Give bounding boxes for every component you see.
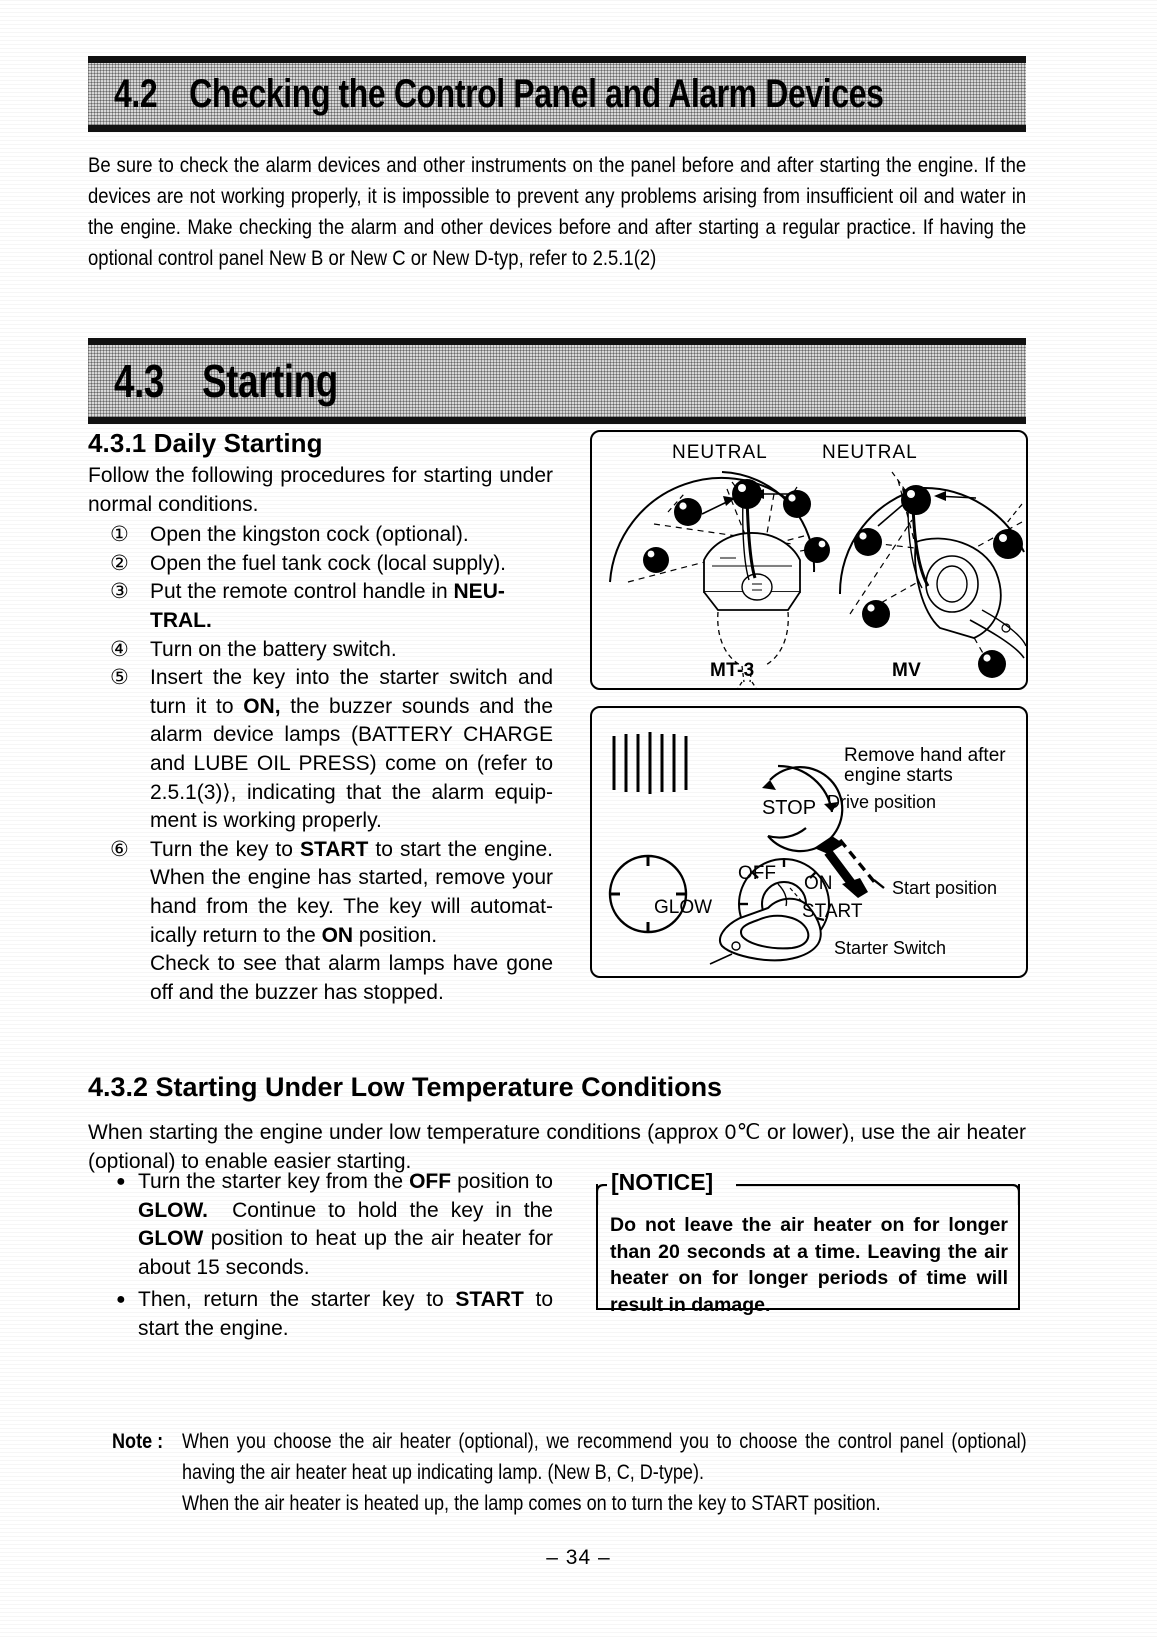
list-item <box>110 836 553 1008</box>
note-label <box>112 1426 182 1457</box>
section-banner-4-2 <box>88 56 1026 132</box>
notice-box <box>596 1169 1020 1316</box>
note-line-1: When you choose the air heater (optional), we recommend you to choose the control panel (optional) having the air heater heat up indicating lamp. (New B, C, D-type). <box>181 1430 1027 1484</box>
step-marker-4: ④ <box>110 637 129 661</box>
label-remove-hand-1: Remove hand after <box>844 745 1006 766</box>
note-line-2: When the air heater is heated up, the lamp comes on to turn the key to START position. <box>181 1492 881 1515</box>
note-label-text: Note : <box>112 1430 164 1453</box>
section-number-4-3: 4.3 <box>114 355 164 407</box>
section-title-4-3: Starting <box>202 355 339 407</box>
label-drive-position: Drive position <box>827 792 937 812</box>
step-text-4: Turn on the battery switch. <box>150 637 397 661</box>
lead-paragraph-4-3-1: Follow the following procedures for starting under normal conditions. <box>88 464 553 516</box>
label-on: ON <box>804 873 833 894</box>
section-number-4-2: 4.2 <box>114 71 158 116</box>
label-neutral-right: NEUTRAL <box>822 442 918 463</box>
list-item <box>114 1168 553 1282</box>
list-item <box>110 664 553 836</box>
note-row <box>112 1426 1026 1519</box>
step-text-6: Turn the key to START to start the engine. When the engine has started, remove your hand from the key. The key will automat-ically return to the ON position. Check to see that alarm lamps have gone off and the buzzer has stopped. <box>150 837 553 1004</box>
list-item <box>110 521 553 550</box>
bullet-text-2: Then, return the starter key to START to start the engine. <box>138 1288 553 1340</box>
paragraph-4-3-2: When starting the engine under low temperature conditions (approx 0℃ or lower), use the air heater (optional) to enable easier starting. <box>88 1121 1026 1173</box>
heading-4-3-2-text: 4.3.2 Starting Under Low Temperature Conditions <box>88 1072 723 1102</box>
banner-rule-top <box>88 338 1026 345</box>
label-mt-3: MT-3 <box>710 660 755 681</box>
banner-body <box>88 345 1026 417</box>
list-item <box>114 1286 553 1343</box>
label-start: START <box>802 901 863 922</box>
list-item <box>110 578 553 635</box>
step-marker-2: ② <box>110 551 129 575</box>
heading-4-3-2 <box>88 1072 722 1103</box>
bullet-dot-icon: ● <box>116 1173 126 1190</box>
paragraph-4-2-text: Be sure to check the alarm devices and other instruments on the panel before and after starting the engine. If the devices are not working properly, it is impossible to prevent any problems arising from insufficient oil and water in the engine. Make checking the alarm and other devices before and after starting a regular practice. If having the optional control panel New B or New C or New D-typ, refer to 2.5.1(2) <box>88 153 1027 270</box>
banner-rule-top <box>88 56 1026 63</box>
list-item <box>110 636 553 665</box>
heading-4-3-1: 4.3.1 Daily Starting <box>88 428 323 458</box>
section-title-4-2: Checking the Control Panel and Alarm Devices <box>189 71 884 116</box>
step-text-3: Put the remote control handle in NEU- TRAL. <box>150 580 505 632</box>
step-text-1: Open the kingston cock (optional). <box>150 523 469 547</box>
notice-legend: [NOTICE] <box>607 1169 719 1195</box>
label-stop: STOP <box>761 797 817 819</box>
step-text-2: Open the fuel tank cock (local supply). <box>150 551 507 575</box>
note-block <box>112 1426 1026 1519</box>
label-start-position: Start position <box>892 878 998 898</box>
step-text-5: Insert the key into the starter switch and turn it to ON, the buzzer sounds and the alarm device lamps (BATTERY CHARGE and LUBE OIL PRESS) come on (refer to 2.5.1(3)⟩, indicating that the alarm equip-ment is working properly. <box>150 666 554 833</box>
step-marker-3: ③ <box>110 580 129 604</box>
note-text <box>182 1426 1027 1519</box>
banner-rule-bottom <box>88 125 1026 132</box>
banner-rule-bottom <box>88 417 1026 424</box>
step-marker-1: ① <box>110 523 129 547</box>
banner-body <box>88 63 1026 125</box>
label-mv: MV <box>892 660 922 681</box>
bullets <box>88 1168 553 1344</box>
label-remove-hand-2: engine starts <box>844 765 953 786</box>
list-item <box>110 550 553 579</box>
step-marker-5: ⑤ <box>110 666 129 690</box>
label-neutral-left: NEUTRAL <box>672 442 768 463</box>
label-glow: GLOW <box>654 897 713 918</box>
figure-starter-switch <box>590 706 1028 978</box>
paragraph-4-2 <box>88 150 1026 274</box>
content-4-3-1 <box>88 462 553 1007</box>
figure-remote-control-handles <box>590 430 1028 690</box>
remote-handle-diagram <box>592 432 1026 700</box>
label-starter-switch: Starter Switch <box>834 938 947 958</box>
step-marker-6: ⑥ <box>110 837 129 861</box>
section-banner-4-3 <box>88 338 1026 424</box>
label-off: OFF <box>738 863 776 884</box>
steps-list-4-3-1 <box>88 521 553 1007</box>
bullet-text-1: Turn the starter key from the OFF position to GLOW. Continue to hold the key in the GLOW position to heat up the air heater for about 15 seconds. <box>138 1170 553 1279</box>
bullet-list-4-3-2 <box>88 1168 553 1344</box>
bullet-dot-icon: ● <box>116 1291 126 1309</box>
notice-text: Do not leave the air heater on for longer than 20 seconds at a time. Leaving the air heater on for longer periods of time will result in damage. <box>610 1214 1008 1316</box>
page-number: – 34 – <box>546 1546 611 1569</box>
